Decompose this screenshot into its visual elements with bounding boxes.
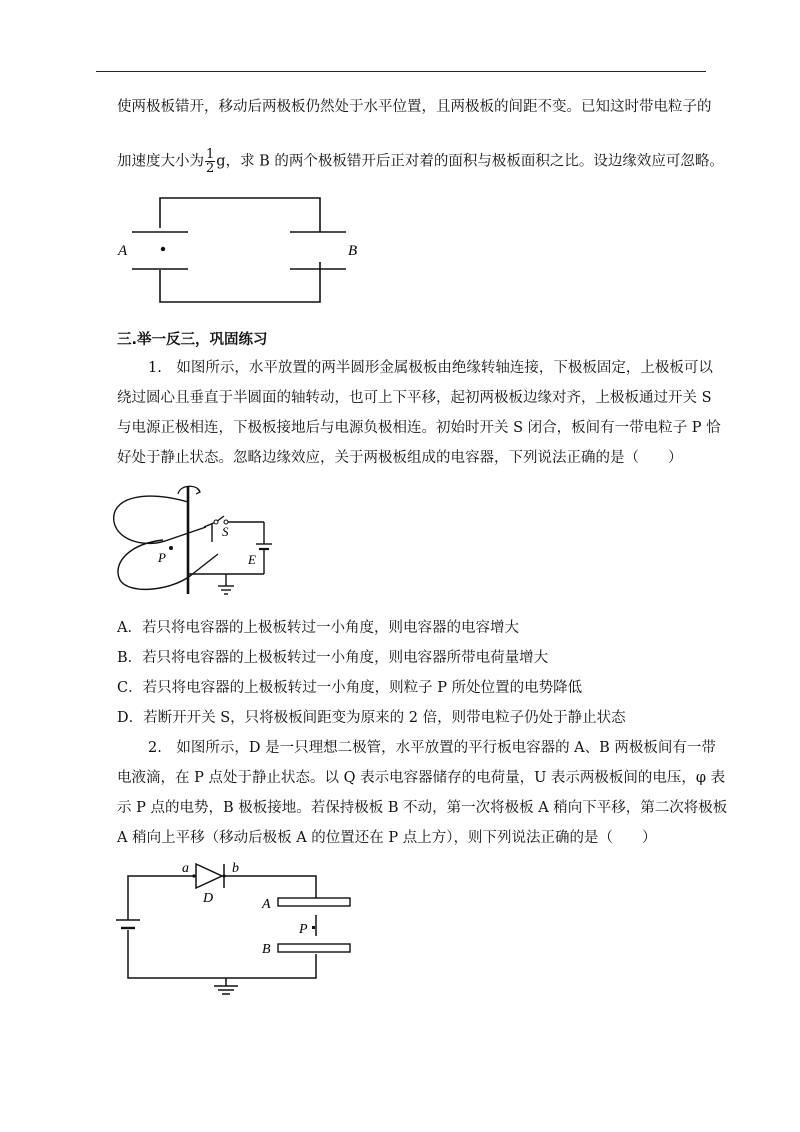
q1-line-1: 1. 如图所示，水平放置的两半圆形金属极板由绝缘转轴连接，下极板固定，上极板可以 [148,360,713,376]
particle-label: P [158,550,166,565]
node-label-b: b [232,861,239,876]
battery-label: E [248,552,256,567]
particle-p-dot [169,546,173,550]
plate-label-a: A [118,243,128,259]
diode-label: D [203,891,214,906]
figure-semicircle-capacitor [108,482,278,602]
header-rule [96,71,706,72]
switch-label: S [222,524,229,539]
q2-line-1: 2. 如图所示，D 是一只理想二极管，水平放置的平行板电容器的 A、B 两极板间有一带 [148,740,716,756]
plate-a [278,898,350,906]
q2-line-2: 电液滴，在 P 点处于静止状态。以 Q 表示电容器储存的电荷量，U 表示两极板间的电压，φ 表 [117,770,726,786]
point-p-marker [312,926,315,929]
point-label-p: P [299,922,308,937]
prev-problem-line-1: 使两极板错开，移动后两极板仍然处于水平位置，且两极板的间距不变。已知这时带电粒子的 [117,99,712,115]
switch-pivot [214,520,218,524]
node-a-dot [192,874,195,877]
figure-diode-capacitor-circuit [110,860,370,1000]
q1-line-4: 好处于静止状态。忽略边缘效应，关于两极板组成的电容器，下列说法正确的是（ ） [117,450,683,466]
charged-particle-dot [161,247,165,251]
q2-line-3: 示 P 点的电势，B 极板接地。若保持极板 B 不动，第一次将极板 A 稍向下平移，第二次将极板 [117,800,728,816]
node-b-dot [222,874,225,877]
plate-label-b: B [262,942,271,957]
q2-line-4: A 稍向上平移（移动后极板 A 的位置还在 P 点上方），则下列说法正确的是（ ） [117,830,657,846]
q1-option-d: D．若断开开关 S，只将极板间距变为原来的 2 倍，则带电粒子仍处于静止状态 [117,710,626,726]
q1-line-2: 绕过圆心且垂直于半圆面的轴转动，也可上下平移，起初两极板边缘对齐，上极板通过开关 S [117,390,712,406]
q1-line-3: 与电源正极相连，下极板接地后与电源负极相连。初始时开关 S 闭合，板间有一带电粒子 P 恰 [117,420,721,436]
prev-problem-line-2: 加速度大小为 $\frac{1}{2}$ g，求 B 的两个极板错开后正对着的面积与极板面积之比。设边缘效应可忽略。 [117,147,724,176]
section-heading: 三.举一反三，巩固练习 [117,332,268,348]
fraction-one-half: $\frac{1}{2}$ [206,147,215,176]
figure-offset-plates [110,190,370,310]
plate-label-a: A [262,897,271,912]
q1-option-a: A．若只将电容器的上极板转过一小角度，则电容器的电容增大 [117,620,519,636]
plate-label-b: B [348,243,358,259]
node-label-a: a [182,861,189,876]
plate-b [278,944,350,952]
q1-option-b: B．若只将电容器的上极板转过一小角度，则电容器所带电荷量增大 [117,650,549,666]
q1-option-c: C．若只将电容器的上极板转过一小角度，则粒子 P 所处位置的电势降低 [117,680,583,696]
